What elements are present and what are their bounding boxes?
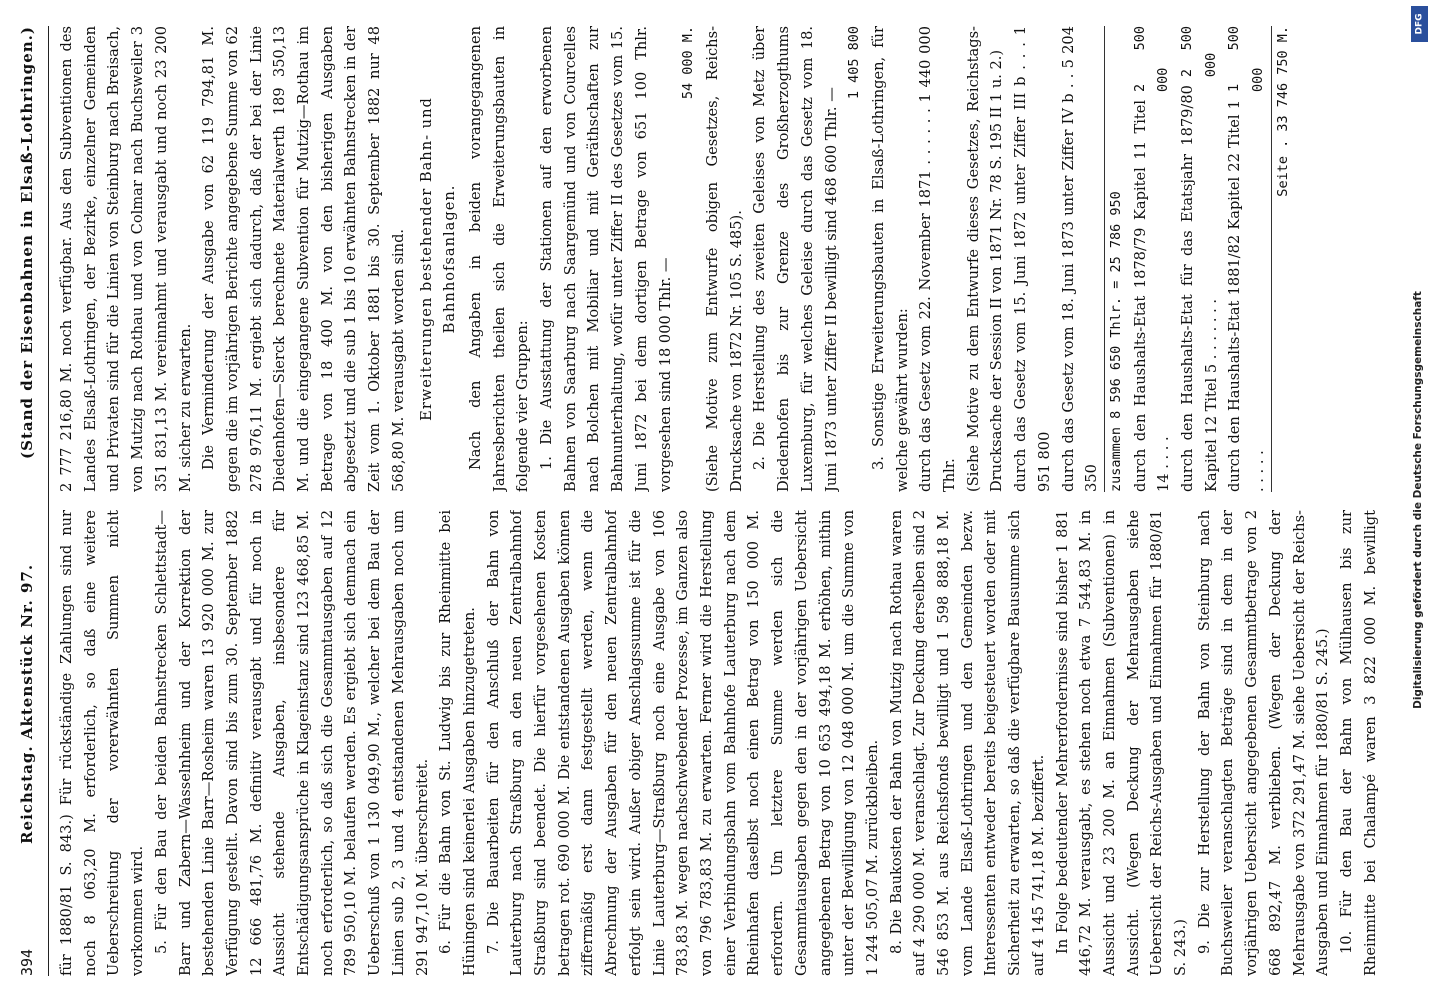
paragraph: 3. Sonstige Erweiterungsbauten in Elsaß-Lothringen, für welche gewährt wurden: — [869, 26, 911, 492]
amount: 1 405 800 — [846, 26, 863, 100]
header-left-title: Reichstag. Aktenstück Nr. 97. — [18, 563, 36, 844]
paragraph: 5. Für den Bau der beiden Bahnstrecken Schlettstadt—Barr und Zabern—Wasselnheim und der Korrektion der bestehenden Linie Barr—Rosheim waren 13 920 000 M. zur Verfügung gestellt. Davon sind bis zum 30. September 1882 12 666 481,76 M. definitiv verausgabt und für noch in Aussicht stehende Ausgaben, insbesondere für Entschädigungsansprüche in Klageinstanz sind 123 468,85 M. noch erforderlich, so daß sich die Gesammtausgaben auf 12 789 950,10 M. belaufen werden. Es ergiebt sich demnach ein Ueberschuß von 1 130 049,90 M., welcher bei dem Bau der Linien sub 2, 3 und 4 entstandenen Mehrausgaben noch um 291 947,10 M. überschreitet. — [152, 510, 431, 976]
paragraph: 7. Die Bauarbeiten für den Anschluß der Bahn von Lauterburg nach Straßburg an den neuen Zentralbahnhof Straßburg sind beendet. Die hierfür vorgesehenen Kosten betragen rot. 690 000 M. Die entstandenen Ausgaben können ziffermäßig erst dann festgestellt werden, wenn die Abrechnung der Ausgaben für den neuen Zentralbahnhof erfolgt sein wird. Außer obiger Anschlagssumme ist für die Linie Lauterburg—Straßburg noch eine Ausgabe von 106 783,83 M. wegen nachschwebender Prozesse, im Ganzen also von 796 783,83 M. zu erwarten. Ferner wird die Herstellung einer Verbindungsbahn vom Bahnhofe Lauterburg nach dem Rheinhafen daselbst noch einen Betrag von 150 000 M. erfordern. Um letztere Summe werden sich die Gesammtausgaben gegen den in der vorjährigen Uebersicht angegebenen Betrag von 10 653 494,18 M. erhöhen, mithin unter der Bewilligung von 12 048 000 M. um die Summe von 1 244 505,07 M. zurückbleiben. — [484, 510, 881, 976]
dfg-logo-text: DFG — [1414, 13, 1425, 35]
page-number: 394 — [18, 948, 36, 976]
page-header — [18, 26, 49, 976]
digitization-credit — [1404, 0, 1432, 1000]
paragraph: 2. Die Herstellung des zweiten Geleises von Metz über Diedenhofen bis zur Grenze des Großherzogthums Luxemburg, für welches Geleise durch das Gesetz vom 18. Juni 1873 unter Ziffer II bewilligt sind 468 600 Thlr. — — [751, 26, 840, 492]
paragraph: 8. Die Baukosten der Bahn von Mutzig nach Rothau waren auf 4 290 000 M. veranschlagt. Zur Deckung derselben sind 2 546 853 M. aus Reichsfonds bewilligt und 1 598 888,18 M. vom Lande Elsaß-Lothringen und den Gemeinden bezw. Interessenten entweder bereits beigesteuert worden oder mit Sicherheit zu erwarten, so daß die verfügbare Bausumme sich auf 4 145 741,18 M. beziffert. — [887, 510, 1047, 976]
paragraph: durch das Gesetz vom 15. Juni 1872 unter Ziffer III b . . . 1 951 800 — [1012, 26, 1053, 492]
amount-line — [1129, 26, 1176, 492]
paragraph: 6. Für die Bahn von St. Ludwig bis zur Rheinmitte bei Hüningen sind keinerlei Ausgaben hinzugetreten. — [437, 510, 478, 976]
amount-line — [677, 26, 701, 492]
amount: 2 500 000 — [1179, 26, 1219, 78]
subtotal: zusammen 8 596 650 Thlr. = 25 786 950 — [1107, 191, 1124, 492]
paragraph: 10. Für den Bau der Bahn von Mülhausen bis zur Rheinmitte bei Chalampé waren 3 822 000 M. bewilligt — [1337, 510, 1379, 976]
amount-line — [843, 26, 867, 492]
text-column-right — [55, 26, 1385, 492]
amount: 54 000 M. — [680, 26, 697, 100]
paragraph: für 1880/81 S. 843.) Für rückständige Zahlungen sind nur noch 8 063,20 M. erforderlich, so daß eine weitere Ueberschreitung der vorerwähnten Summen nicht vorkommen wird. — [58, 510, 147, 976]
amount-line — [1223, 26, 1270, 492]
paragraph: Nach den Angaben in beiden vorangegangenen Jahresberichten theilen sich die Erweiterungsbauten in folgende vier Gruppen: — [466, 26, 532, 492]
amount: 2 500 000 — [1131, 26, 1172, 92]
paragraph: Die Verminderung der Ausgabe von 62 119 794,81 M. gegen die im vorjährigen Berichte angegebene Summe von 62 278 976,11 M. ergiebt sich dadurch, daß der bei der Linie Diedenhofen—Sierck berechnete Materialwerth 189 350,13 M. und die eingegangene Subvention für Mutzig—Rothau im Betrage von 18 400 M. von den bisherigen Ausgaben abgesetzt und die sub 1 bis 10 erwähnten Bahnstrecken in der Zeit vom 1. Oktober 1881 bis 30. September 1882 nur 48 568,80 M. verausgabt worden sind. — [200, 26, 407, 492]
subtotal-line — [1104, 26, 1129, 492]
page-total: Seite . 33 746 750 M. — [1274, 26, 1291, 197]
paragraph: durch den Haushalts-Etat 1878/79 Kapitel 11 Titel 14 . . . . — [1131, 99, 1173, 492]
header-right-title: (Stand der Eisenbahnen in Elsaß-Lothringen.) — [18, 26, 36, 459]
paragraph: (Siehe Motive zum Entwurfe obigen Gesetzes, Reichs-Drucksache von 1872 Nr. 105 S. 485). — [703, 26, 745, 492]
amount: 1 500 000 — [1226, 26, 1267, 92]
paragraph: durch den Haushalts-Etat 1881/82 Kapitel 22 Titel 1 . . . . . — [1226, 99, 1268, 492]
section-heading: Erweiterungen bestehender Bahn- und Bahnhofsanlagen. — [417, 97, 459, 421]
page-total-line — [1271, 26, 1296, 492]
paragraph: 9. Die zur Herstellung der Bahn von Steinburg nach Buchsweiler veranschlagten Beträge sind in dem in der vorjährigen Uebersicht angegebenen Gesammtbetrage von 2 668 892,47 M. verblieben. (Wegen der Deckung der Mehrausgabe von 372 291,47 M. siehe Uebersicht der Reichs-Ausgaben und Einnahmen für 1880/81 S. 245.) — [1195, 510, 1332, 976]
paragraph: durch den Haushalts-Etat für das Etatsjahr 1879/80 Kapitel 12 Titel 5 . . . . . . . — [1179, 85, 1220, 492]
paragraph: durch das Gesetz vom 18. Juni 1873 unter Ziffer IV b . . 5 204 350 — [1059, 26, 1101, 492]
paragraph: (Siehe Motive zu dem Entwurfe dieses Gesetzes, Reichstags-Drucksache der Session II von 1871 Nr. 78 S. 195 II 1 u. 2.) — [964, 26, 1006, 492]
paragraph: durch das Gesetz vom 22. November 1871 . . . . . . 1 440 000 Thlr. — [917, 26, 959, 492]
text-column-left — [55, 510, 1385, 976]
paragraph: 1. Die Ausstattung der Stationen auf den erworbenen Bahnen von Saarburg nach Saargemünd und von Courcelles nach Bolchen mit Mobiliar und mit Geräthschaften zur Bahnunterhaltung, wofür unter Ziffer II des Gesetzes vom 15. Juni 1872 bei dem dortigen Betrage von 651 100 Thlr. vorgesehen sind 18 000 Thlr. — — [538, 26, 674, 492]
paragraph: In Folge bedeutender Mehrerfordernisse sind bisher 1 881 446,72 M. verausgabt, es stehen noch etwa 7 544,83 M. in Aussicht und 23 200 M. an Einnahmen (Subventionen) in Aussicht. (Wegen Deckung der Mehrausgaben siehe Uebersicht der Reichs-Ausgaben und Einnahmen für 1880/81 S. 243.) — [1053, 510, 1190, 976]
paragraph: 2 777 216,80 M. noch verfügbar. Aus den Subventionen des Landes Elsaß-Lothringen, der Bezirke, einzelner Gemeinden und Privaten sind für die Linien von Steinburg nach Breisach, von Mutzig nach Rothau und von Colmar nach Buchsweiler 3 351 831,13 M. vereinnahmt und verausgabt und noch 23 200 M. sicher zu erwarten. — [58, 26, 194, 492]
credit-text: Digitalisierung gefördert durch die Deutsche Forschungsgemeinschaft — [1412, 291, 1425, 709]
amount-line — [1176, 26, 1223, 492]
